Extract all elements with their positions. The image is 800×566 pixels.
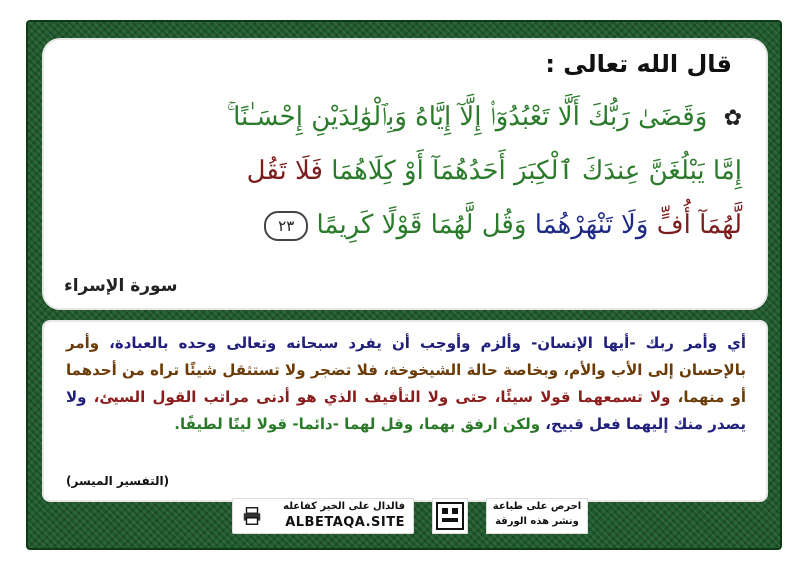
- surah-name: سورة الإسراء: [64, 276, 178, 296]
- footer-print-note: [486, 498, 588, 534]
- tafsir-source: (التفسير الميسر): [66, 474, 170, 488]
- tafsir-segment: فلا تضجر ولا تستثقل شيئًا تراه من أحدهما أو منهما،: [66, 361, 747, 406]
- tafsir-segment: ولا تسمعهما قولا سيئًا، حتى ولا التأفيف الذي هو أدنى مراتب القول السيئ،: [86, 388, 671, 406]
- tafsir-segment: أي وأمر ربك -أيها الإنسان- وألزم وأوجب: [409, 334, 746, 352]
- printer-icon: [241, 505, 263, 527]
- ayah-line-2: [66, 144, 742, 198]
- ayah-number: ٢٣: [264, 211, 308, 241]
- tafsir-segment: أن يفرد سبحانه وتعالى وحده بالعبادة،: [99, 334, 410, 352]
- heading: قال الله تعالى :: [545, 50, 732, 78]
- tafsir-panel: [42, 320, 768, 502]
- footer-slogan: فالدال على الخير كفاعله: [283, 501, 405, 512]
- footer-site-box: [232, 498, 414, 534]
- albetaqa-logo-icon: [432, 498, 468, 534]
- ayah-text: فَلَا تَقُل: [246, 156, 323, 186]
- ayah-text: وَقَضَىٰ رَبُّكَ أَلَّا تَعْبُدُوٓا۟ إِلَّآ إِيَّاهُ وَبِٱلْوَٰلِدَيْنِ إِحْسَـٰنًا ۚ: [226, 102, 708, 132]
- ayah-start-icon: ✿: [723, 106, 742, 131]
- ayah-line-3: [66, 198, 742, 252]
- tafsir-segment: ولا يصدر منك إليهما فعل قبيح،: [66, 388, 746, 433]
- ayah-text: وَلَا تَنْهَرْهُمَا: [534, 210, 649, 240]
- ayah-line-1: [66, 90, 742, 146]
- footer-print-line-2: ونشر هذه الورقة: [495, 516, 579, 527]
- ayah-text: لَّهُمَآ أُفٍّ: [656, 210, 742, 240]
- footer-site-link[interactable]: ALBETAQA.SITE: [285, 515, 405, 530]
- footer: [42, 496, 764, 536]
- tafsir-segment: وأمر بالإحسان إلى الأب والأم، وبخاصة حالة الشيخوخة،: [66, 334, 746, 379]
- ayah-panel: [42, 38, 768, 310]
- ayah-text: إِمَّا يَبْلُغَنَّ عِندَكَ ٱلْكِبَرَ أَحَدُهُمَآ أَوْ كِلَاهُمَا: [331, 156, 742, 186]
- ayah-text: وَقُل لَّهُمَا قَوْلًا كَرِيمًا: [316, 210, 527, 240]
- footer-print-line-1: احرص على طباعة: [492, 501, 582, 512]
- tafsir-segment: ولكن ارفق بهما، وقل لهما -دائما- قولا لينًا لطيفًا.: [174, 415, 541, 433]
- tafsir-text: [66, 330, 746, 438]
